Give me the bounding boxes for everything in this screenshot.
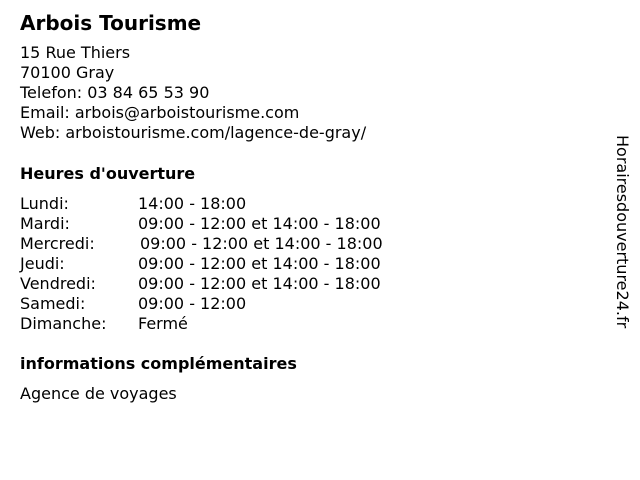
site-watermark: Horairesdouverture24.fr [613,135,632,329]
day-label: Jeudi: [20,254,65,273]
time-value: 09:00 - 12:00 [138,294,247,313]
contact-block [20,43,366,143]
phone-line: Telefon: 03 84 65 53 90 [20,83,210,102]
time-value: 09:00 - 12:00 et 14:00 - 18:00 [140,234,383,253]
time-value: 09:00 - 12:00 et 14:00 - 18:00 [138,214,381,233]
day-label: Dimanche: [20,314,107,333]
business-name: Arbois Tourisme [20,11,202,35]
day-label: Samedi: [20,294,86,313]
address-city: 70100 Gray [20,63,115,82]
email-line: Email: arbois@arboistourisme.com [20,103,300,122]
time-value: 09:00 - 12:00 et 14:00 - 18:00 [138,254,381,273]
day-label: Mardi: [20,214,70,233]
day-label: Lundi: [20,194,69,213]
time-value: 09:00 - 12:00 et 14:00 - 18:00 [138,274,381,293]
time-value: 14:00 - 18:00 [138,194,247,213]
additional-info-heading: informations complémentaires [20,354,297,373]
opening-hours-heading: Heures d'ouverture [20,164,196,183]
address-street: 15 Rue Thiers [20,43,131,62]
additional-info-text: Agence de voyages [20,384,177,403]
time-value: Fermé [138,314,188,333]
web-line: Web: arboistourisme.com/lagence-de-gray/ [20,123,367,142]
day-label: Mercredi: [20,234,95,253]
day-label: Vendredi: [20,274,96,293]
